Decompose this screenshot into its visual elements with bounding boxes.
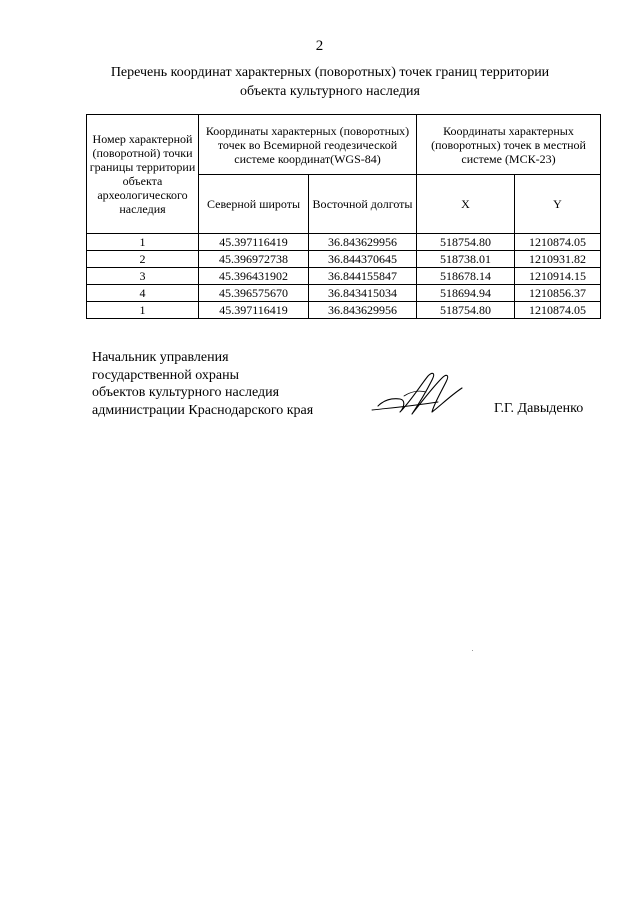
cell-x: 518678.14 (417, 268, 515, 285)
cell-point-number: 1 (87, 302, 199, 319)
cell-longitude: 36.843415034 (309, 285, 417, 302)
cell-latitude: 45.396575670 (199, 285, 309, 302)
header-north-latitude: Северной широты (199, 175, 309, 234)
cell-x: 518738.01 (417, 251, 515, 268)
coordinates-table (86, 114, 601, 319)
cell-x: 518754.80 (417, 302, 515, 319)
scan-speck (472, 650, 473, 651)
position-line-4: администрации Краснодарского края (92, 402, 314, 418)
header-y: Y (515, 175, 601, 234)
cell-latitude: 45.397116419 (199, 234, 309, 251)
cell-y: 1210914.15 (515, 268, 601, 285)
position-line-3: объектов культурного наследия (92, 385, 280, 400)
position-line-1: Начальник управления (92, 350, 229, 365)
cell-point-number: 2 (87, 251, 199, 268)
cell-y: 1210874.05 (515, 234, 601, 251)
title-line-2: объекта культурного наследия (240, 84, 420, 99)
cell-y: 1210856.37 (515, 285, 601, 302)
cell-x: 518694.94 (417, 285, 515, 302)
cell-y: 1210874.05 (515, 302, 601, 319)
signer-name: Г.Г. Давыденко (494, 401, 584, 416)
header-east-longitude: Восточной долготы (309, 175, 417, 234)
cell-longitude: 36.843629956 (309, 302, 417, 319)
header-x: X (417, 175, 515, 234)
document-title (60, 63, 600, 101)
table-row (87, 285, 601, 302)
header-local-system-group: Координаты характерных (поворотных) точек в местной системе (МСК-23) (417, 115, 601, 175)
cell-point-number: 1 (87, 234, 199, 251)
table-row (87, 251, 601, 268)
cell-x: 518754.80 (417, 234, 515, 251)
position-line-2: государственной охраны (92, 367, 240, 383)
handwritten-signature (370, 366, 470, 426)
cell-longitude: 36.844370645 (309, 251, 417, 268)
cell-longitude: 36.844155847 (309, 268, 417, 285)
cell-point-number: 3 (87, 268, 199, 285)
cell-y: 1210931.82 (515, 251, 601, 268)
cell-longitude: 36.843629956 (309, 234, 417, 251)
signatory-position (92, 349, 313, 419)
table-row (87, 234, 601, 251)
cell-latitude: 45.396972738 (199, 251, 309, 268)
header-point-number: Номер характерной (поворотной) точки границы территории объекта археологического наследия (87, 115, 199, 234)
cell-point-number: 4 (87, 285, 199, 302)
title-line-1: Перечень координат характерных (поворотных) точек границ территории (110, 65, 550, 80)
header-wgs84-group: Координаты характерных (поворотных) точек во Всемирной геодезической системе координат(WGS-84) (199, 115, 417, 175)
table-row (87, 268, 601, 285)
cell-latitude: 45.397116419 (199, 302, 309, 319)
page-number: 2 (315, 38, 324, 54)
table-row (87, 302, 601, 319)
cell-latitude: 45.396431902 (199, 268, 309, 285)
